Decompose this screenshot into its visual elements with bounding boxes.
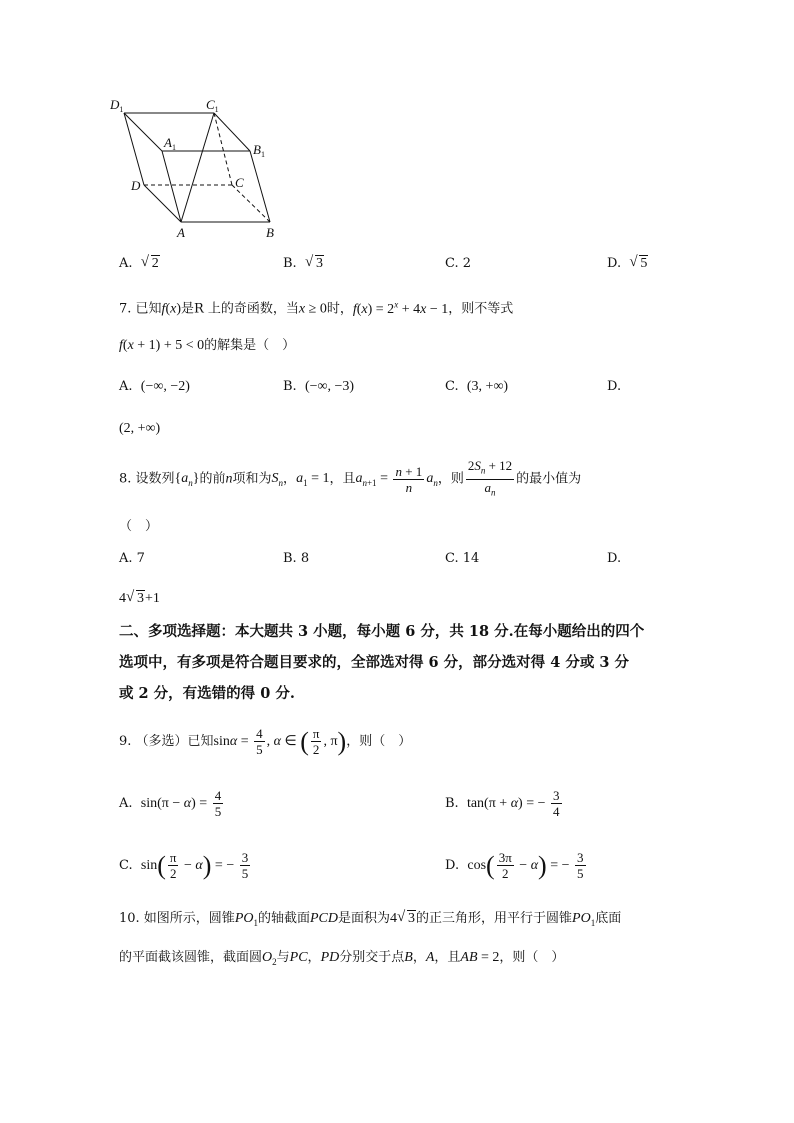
math-fx: f(x): [161, 301, 181, 317]
q8-option-d-value: 4√ 3+1: [119, 590, 160, 608]
sqrt-2: √ 2: [141, 255, 160, 273]
q10-stem-line1: 10. 如图所示，圆锥$PO_1$的轴截面PCD是面积为4√ 3的正三角形，用平行于圆锥$PO_1$底面: [119, 910, 621, 932]
edge-ac1: [181, 113, 214, 222]
section2-line3: 或 2 分，有选错的得 0 分.: [119, 685, 295, 702]
label-b: B: [266, 225, 274, 240]
q9-option-b[interactable]: B. tan(π + α) = − $\frac{3}{4}$: [445, 788, 560, 820]
q7-option-a[interactable]: A. (−∞, −2): [119, 379, 190, 394]
edge-d1d: [124, 113, 144, 185]
q7-option-d[interactable]: D.: [607, 379, 622, 394]
math-fx-def: $f(x) = 2^x + 4x - 1$: [352, 299, 449, 317]
q9-stem: 9. （多选）已知sinα = $\frac{4}{5}$ , α ∈ ( $\frac{\pi}{2}$ , π)，则（ ）: [119, 726, 412, 758]
q6-option-d[interactable]: D. √ 5: [607, 255, 648, 273]
section2-line2: 选项中，有多项是符合题目要求的，全部选对得 6 分，部分选对得 4 分或 3 分: [119, 654, 630, 671]
sqrt-5: √ 5: [629, 255, 648, 273]
q10-stem-line2: 的平面截该圆锥，截面圆$O_2$与PC，PD分别交于点B，A，且AB = 2，则（ ）: [119, 950, 565, 967]
q6-option-a[interactable]: A. √ 2: [119, 255, 160, 273]
q7-stem-line2: f(x + 1) + 5 < 0的解集是（ ）: [119, 338, 296, 353]
label-a: A: [177, 225, 185, 240]
q9-option-a[interactable]: A. sin(π − α) = $\frac{4}{5}$: [119, 788, 222, 820]
edge-a1a: [162, 151, 181, 222]
edge-c1b1: [214, 113, 250, 151]
q7-option-c[interactable]: C. (3, +∞): [445, 379, 509, 394]
label-c: C: [235, 175, 244, 190]
q7-option-b[interactable]: B. (−∞, −3): [283, 379, 355, 394]
q9-option-d[interactable]: D. cos( $\frac{3\pi}{2}$ − α) = − $\frac{3}{5}$: [445, 850, 584, 882]
math-ab-eq-2: AB = 2: [460, 950, 500, 965]
math-sin-alpha: sinα = $\frac{4}{5}$ , α ∈ ( $\frac{\pi}{2}$ , π): [213, 726, 347, 758]
math-sn: $S_n$: [271, 471, 284, 489]
edge-da: [144, 185, 181, 222]
q7-stem-line1: 7. 已知f(x)是R 上的奇函数，当x ≥ 0时，$f(x) = 2^x + 4x - 1$，则不等式: [119, 299, 514, 317]
math-x-ge-0: x ≥ 0: [298, 301, 327, 317]
math-4sqrt3: 4√ 3: [390, 911, 416, 926]
parallelepiped-figure: [110, 95, 290, 245]
q6-option-c[interactable]: C. 2: [445, 256, 472, 271]
math-recurrence: $a_{n+1}$ = $\frac{n + 1}{n}$ $a_n$: [355, 463, 438, 495]
math-po1: $PO_1$: [234, 911, 258, 928]
label-d1: $D_1$: [110, 97, 124, 114]
label-c1: $C_1$: [206, 97, 219, 114]
label-a1: $A_1$: [164, 135, 176, 152]
math-target-expr: $\frac{2S_n + 12}{a_n}$: [467, 458, 513, 498]
edge-c1c-hidden: [214, 113, 232, 185]
math-a1-eq-1: $a_1 = 1$: [296, 471, 330, 489]
edge-b1b: [250, 151, 270, 222]
section2-line1: 二、多项选择题：本大题共 3 小题，每小题 6 分，共 18 分.在每小题给出的四个: [119, 623, 645, 640]
q9-option-c[interactable]: C. sin( $\frac{\pi}{2}$ − α) = − $\frac{3}{5}$: [119, 850, 249, 882]
q8-option-d[interactable]: D.: [607, 551, 622, 566]
q6-option-b[interactable]: B. √ 3: [283, 255, 324, 273]
math-seq-an: $\{a_n\}$: [174, 471, 200, 489]
sqrt-3: √ 3: [305, 255, 324, 273]
math-inequality: f(x + 1) + 5 < 0: [119, 338, 205, 353]
q8-option-b[interactable]: B. 8: [283, 551, 310, 566]
q7-option-d-value: (2, +∞): [119, 421, 161, 436]
label-b1: $B_1$: [253, 142, 265, 159]
q8-option-c[interactable]: C. 14: [445, 551, 480, 566]
q8-stem: 8. 设数列$\{a_n\}$的前n项和为$S_n$，$a_1 = 1$，且$a_{n+1}$ = $\frac{n + 1}{n}$ $a_n$，则 $\frac{2S_n + 12}{a_n}$ 的最小值为: [119, 458, 582, 498]
q8-option-a[interactable]: A. 7: [119, 551, 145, 566]
label-d: D: [131, 178, 141, 193]
q8-paren: （ ）: [119, 519, 159, 534]
